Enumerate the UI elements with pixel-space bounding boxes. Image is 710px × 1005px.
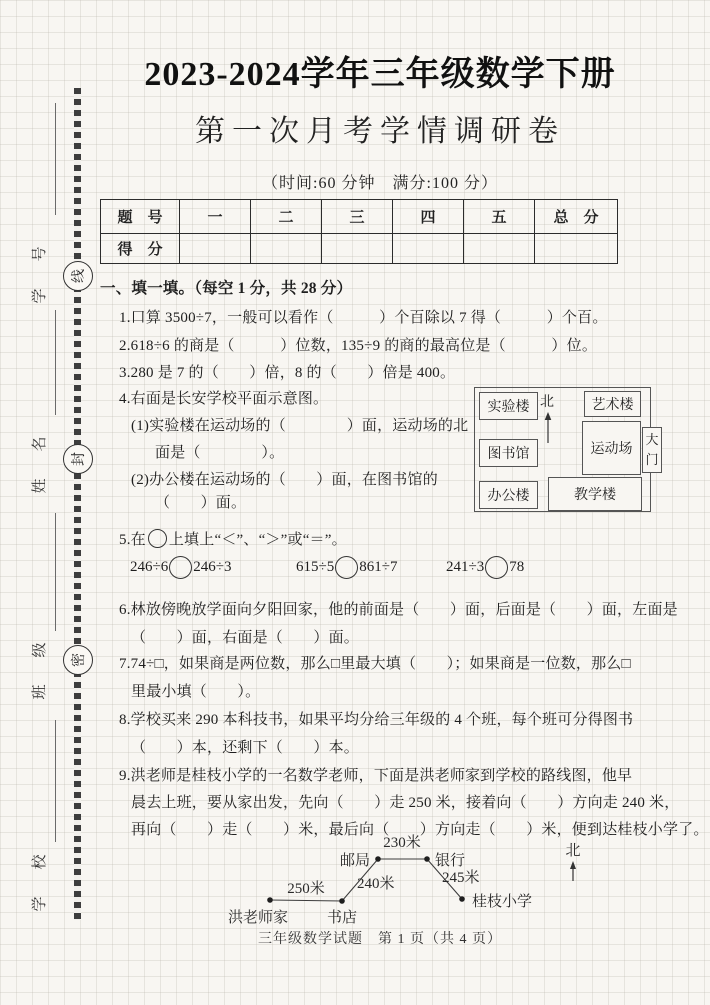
comparison-right: 78 bbox=[509, 559, 525, 575]
route-north-label: 北 bbox=[565, 843, 581, 859]
question-3: 3.280 是 7 的（ ）倍，8 的（ ）倍是 400。 bbox=[119, 365, 456, 381]
score-empty-cell bbox=[464, 234, 535, 264]
score-empty-cell bbox=[535, 234, 618, 264]
route-node-dot bbox=[459, 896, 465, 902]
building-playground: 运动场 bbox=[582, 421, 641, 475]
paper-subtitle: （时间:60 分钟 满分:100 分） bbox=[262, 175, 498, 192]
score-header-cell: 题 号 bbox=[101, 200, 180, 234]
question-9-cont1: 晨去上班，要从家出发，先向（ ）走 250 米，接着向（ ）方向走 240 米， bbox=[131, 795, 680, 811]
route-label-school: 桂枝小学 bbox=[472, 894, 533, 910]
building-gate: 大门 bbox=[642, 427, 662, 473]
school-label: 学 校 bbox=[32, 848, 48, 912]
class-label: 班 级 bbox=[32, 636, 48, 700]
question-6-cont: （ ）面，右面是（ ）面。 bbox=[131, 630, 360, 646]
school-blank-line bbox=[55, 720, 56, 842]
route-distance-240: 240米 bbox=[357, 876, 395, 892]
building-art: 艺术楼 bbox=[584, 391, 641, 417]
score-empty-cell bbox=[322, 234, 393, 264]
question-8: 8.学校买来 290 本科技书，如果平均分给三年级的 4 个班，每个班可分得图书 bbox=[119, 712, 634, 728]
school-map-diagram bbox=[474, 387, 670, 515]
comparison-right: 246÷3 bbox=[193, 559, 232, 575]
route-label-bookstore: 书店 bbox=[326, 910, 358, 926]
question-4-part2-cont: （ ）面。 bbox=[155, 495, 247, 511]
question-4-intro: 4.右面是长安学校平面示意图。 bbox=[119, 391, 329, 407]
question-5-line bbox=[119, 528, 347, 549]
building-experiment: 实验楼 bbox=[479, 392, 538, 420]
score-header-cell: 总 分 bbox=[535, 200, 618, 234]
seal-char-mi bbox=[63, 645, 93, 675]
north-label: 北 bbox=[540, 395, 554, 410]
name-label: 姓 名 bbox=[32, 430, 48, 494]
name-blank-line bbox=[55, 310, 56, 415]
question-6: 6.林放傍晚放学面向夕阳回家，他的前面是（ ）面，后面是（ ）面，左面是 bbox=[119, 602, 678, 618]
question-4-part2: (2)办公楼在运动场的（ ）面，在图书馆的 bbox=[131, 472, 438, 488]
seal-char-text: 封 bbox=[72, 452, 87, 466]
comparison-left: 615÷5 bbox=[296, 559, 335, 575]
paper-title-line2: 第一次月考学情调研卷 bbox=[195, 115, 565, 148]
score-empty-cell bbox=[393, 234, 464, 264]
route-distance-230: 230米 bbox=[383, 835, 421, 851]
score-header-cell: 五 bbox=[464, 200, 535, 234]
blank-circle-icon bbox=[335, 556, 358, 579]
seal-char-text: 线 bbox=[72, 269, 87, 283]
score-row-label: 得 分 bbox=[101, 234, 180, 264]
route-node-dot bbox=[424, 856, 430, 862]
seal-char-line bbox=[63, 261, 93, 291]
building-office: 办公楼 bbox=[479, 481, 538, 509]
class-blank-line bbox=[55, 513, 56, 631]
comparison-item-3 bbox=[446, 556, 524, 579]
section-1-heading: 一、填一填。（每空 1 分，共 28 分） bbox=[100, 280, 353, 297]
blank-circle-icon bbox=[148, 529, 167, 548]
route-label-home: 洪老师家 bbox=[227, 910, 289, 926]
student-id-label: 学 号 bbox=[32, 240, 48, 304]
route-distance-250: 250米 bbox=[287, 881, 325, 897]
question-9: 9.洪老师是桂枝小学的一名数学老师，下面是洪老师家到学校的路线图，他早 bbox=[119, 768, 633, 784]
route-map-diagram bbox=[185, 833, 655, 933]
route-node-dot bbox=[267, 897, 273, 903]
score-header-cell: 四 bbox=[393, 200, 464, 234]
binding-dashed-line bbox=[74, 88, 81, 920]
score-table-header-row bbox=[101, 200, 618, 234]
question-4-part1-cont: 面是（ ）。 bbox=[155, 445, 285, 461]
score-header-cell: 三 bbox=[322, 200, 393, 234]
seal-char-text: 密 bbox=[72, 653, 87, 667]
question-5-text-post: 上填上“＜”、“＞”或“＝”。 bbox=[168, 532, 347, 548]
comparison-left: 246÷6 bbox=[130, 559, 169, 575]
question-2: 2.618÷6 的商是（ ）位数，135÷9 的商的最高位是（ ）位。 bbox=[119, 338, 598, 354]
score-header-cell: 一 bbox=[180, 200, 251, 234]
score-header-cell: 二 bbox=[251, 200, 322, 234]
score-empty-cell bbox=[180, 234, 251, 264]
blank-circle-icon bbox=[485, 556, 508, 579]
question-1: 1.口算 3500÷7，一般可以看作（ ）个百除以 7 得（ ）个百。 bbox=[119, 310, 608, 326]
question-5-text-pre: 5.在 bbox=[119, 532, 146, 548]
building-library: 图书馆 bbox=[479, 439, 538, 467]
north-arrow-icon bbox=[541, 410, 555, 446]
comparison-item-2 bbox=[296, 556, 397, 579]
question-8-cont: （ ）本，还剩下（ ）本。 bbox=[131, 740, 360, 756]
paper-title-line1: 2023-2024学年三年级数学下册 bbox=[144, 56, 616, 93]
seal-char-feng bbox=[63, 444, 93, 474]
question-9-cont2: 再向（ ）走（ ）米，最后向（ ）方向走（ ）米，便到达桂枝小学了。 bbox=[131, 822, 709, 838]
question-7-cont: 里最小填（ ）。 bbox=[131, 684, 261, 700]
route-north-arrow-icon bbox=[570, 861, 576, 869]
page-footer: 三年级数学试题 第 1 页（共 4 页） bbox=[258, 932, 502, 947]
route-node-dot bbox=[375, 856, 381, 862]
blank-circle-icon bbox=[169, 556, 192, 579]
building-teaching: 教学楼 bbox=[548, 477, 642, 511]
comparison-item-1 bbox=[130, 556, 231, 579]
question-7: 7.74÷□，如果商是两位数，那么□里最大填（ ）；如果商是一位数，那么□ bbox=[119, 656, 631, 672]
score-table-score-row bbox=[101, 234, 618, 264]
route-node-dot bbox=[339, 898, 345, 904]
comparison-right: 861÷7 bbox=[359, 559, 398, 575]
score-empty-cell bbox=[251, 234, 322, 264]
score-table bbox=[100, 199, 618, 264]
route-label-post-office: 邮局 bbox=[339, 853, 370, 869]
comparison-left: 241÷3 bbox=[446, 559, 485, 575]
route-label-bank: 银行 bbox=[435, 853, 466, 869]
question-4-part1: (1)实验楼在运动场的（ ）面，运动场的北 bbox=[131, 418, 469, 434]
route-distance-245: 245米 bbox=[442, 870, 480, 886]
